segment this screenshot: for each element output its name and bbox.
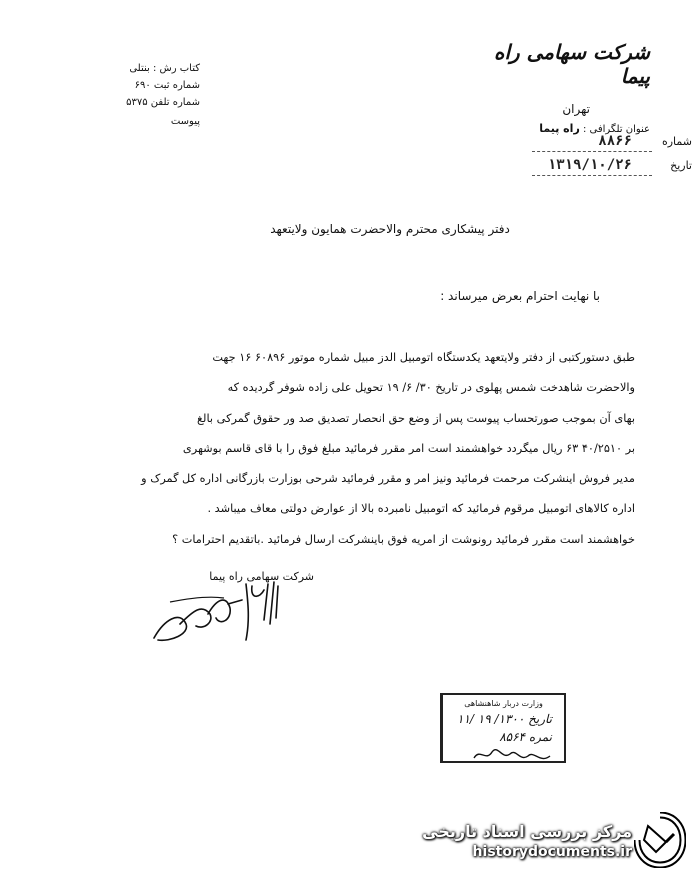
letterhead-details [80, 60, 200, 130]
company-name: شرکت سهامی راه پیما [493, 40, 650, 88]
signature-company: شرکت سهامی راه پیما [209, 570, 314, 583]
watermark-site: historydocuments.ir [472, 844, 632, 860]
stamp-handwriting [470, 738, 560, 768]
handwritten-signature [150, 580, 300, 650]
number-label: شماره [661, 135, 692, 148]
details-line-3: شماره تلفن ۵۳۷۵ [126, 97, 200, 108]
letterhead-company [480, 40, 650, 135]
body-line: بهای آن بموجب صورتحساب پیوست پس از وضع حق انحصار تصدیق صد ور حقوق گمرکی بالغ [197, 411, 635, 425]
telegraph-label: عنوان تلگرافی : [582, 124, 650, 135]
watermark-name: مرکز بررسی اسناد تاریخی [422, 822, 632, 841]
date-value: ۱۳۱۹/۱۰/۲۶ [547, 157, 632, 173]
letter-body [75, 343, 635, 555]
greeting: با نهایت احترام بعرض میرساند : [440, 289, 600, 303]
stamp-date: تاریخ ۱۳۰۰/ ۱۹ /۱۱ [457, 712, 552, 726]
number-value: ۸۸۶۶ [598, 133, 632, 149]
date-label: تاریخ [670, 159, 692, 172]
archive-logo-icon [634, 812, 686, 868]
body-line: بر ۴۰/۲۵۱۰ ۶۳ ریال میگردد خواهشمند است امر مقرر فرمائید مبلغ فوق را با قای قاسم بوشهری [182, 441, 635, 455]
number-row [512, 135, 692, 159]
body-line: طبق دستورکتبی از دفتر ولایتعهد یکدستگاه اتومبیل الدز مبیل شماره موتور ۶۰۸۹۶ ۱۶ جهت [212, 351, 635, 364]
addressee: دفتر پیشکاری محترم والاحضرت همایون ولایتعهد [270, 222, 510, 236]
date-row [512, 159, 692, 183]
stamp-number: نمره ۸۵۶۴ [499, 730, 552, 744]
stamp-title: وزارت دربار شاهنشاهی [464, 699, 543, 708]
date-dotted-line [532, 175, 652, 176]
details-line-1: کتاب رش : بنتلی [129, 63, 200, 74]
body-line: والاحضرت شاهدخت شمس پهلوی در تاریخ ۳۰/ ۶/ ۱۹ تحویل علی زاده شوفر گردیده که [227, 381, 635, 395]
body-line: خواهشمند است مقرر فرمائید رونوشت از امریه فوق باینشرکت ارسال فرمائید .باتقدیم احترامات ؟ [172, 532, 635, 546]
telegraph-value: راه پیما [539, 122, 580, 135]
details-line-2: شماره ثبت ۶۹۰ [134, 80, 200, 91]
letter-meta [512, 135, 692, 183]
body-line: اداره کالاهای اتومبیل مرقوم فرمائید که اتومبیل نامبرده بالا از عوارض دولتی معاف میباشد . [207, 502, 635, 516]
company-city: تهران [562, 102, 590, 116]
details-attachment: پیوست [170, 116, 200, 127]
body-line: مدیر فروش اینشرکت مرحمت فرمائید ونیز امر و مقرر فرمائید شرحی بوزارت بازرگانی اداره کل گمرک و [141, 472, 635, 486]
number-dotted-line [532, 151, 652, 152]
